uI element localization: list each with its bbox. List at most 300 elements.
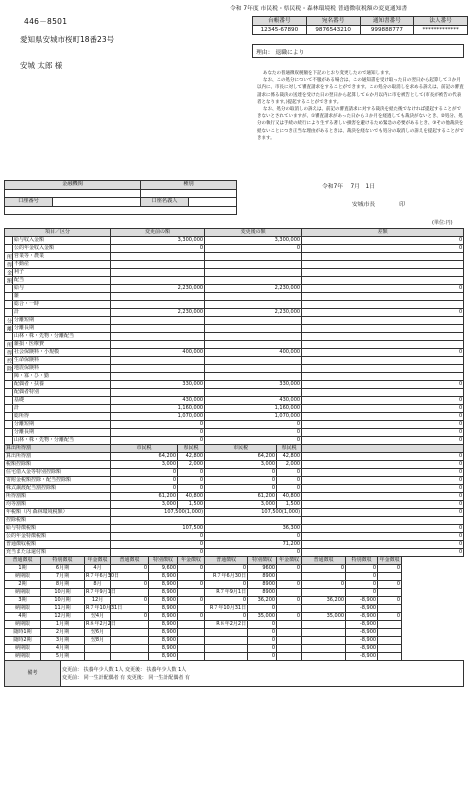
inst-value: 0 — [111, 565, 149, 573]
after-amount: 3,300,000 — [205, 237, 302, 245]
diff-amount — [302, 373, 464, 381]
bank-table — [4, 180, 237, 215]
date-era: 令和7年 — [322, 184, 344, 190]
remarks-label: 備考 — [5, 661, 61, 687]
sub-label: 控除税額 — [5, 517, 111, 525]
id-value-ledger: 12345-67890 — [253, 26, 307, 35]
pref-before: 2,000 — [178, 461, 205, 469]
diff-amount: 0 — [302, 285, 464, 293]
pref-after: 0 — [277, 485, 302, 493]
inst-value: 0 — [277, 597, 302, 605]
before-amount — [111, 365, 205, 373]
tax-diff: 0 — [302, 469, 464, 477]
period-label: 納期限 — [5, 573, 41, 581]
period-label: 納期限 — [5, 645, 41, 653]
city-after: 3,000 — [205, 501, 277, 509]
inst-value: 0 — [178, 597, 205, 605]
reason-label: 理由： — [256, 50, 274, 56]
column-header-before: 変更前の額 — [111, 229, 205, 237]
pension-month: 12月 — [85, 597, 111, 605]
postal-code: 446－8501 — [24, 17, 68, 26]
tax-header-label: 算出所得割 — [5, 445, 111, 453]
bank-value — [5, 189, 141, 198]
issue-date — [322, 181, 375, 190]
pref-before: 42,800 — [178, 453, 205, 461]
inst-head: 普通徴収 — [302, 557, 346, 565]
group-label — [5, 301, 13, 309]
diff-amount — [302, 389, 464, 397]
inst-value — [111, 653, 149, 661]
inst-value: -8,900 — [346, 605, 378, 613]
diff-amount — [302, 301, 464, 309]
group-label — [5, 389, 13, 397]
group-label: 得 — [6, 350, 12, 355]
table-row — [5, 541, 464, 549]
inst-value: -8,900 — [346, 613, 378, 621]
group-label — [5, 437, 13, 445]
sub-after — [205, 517, 302, 525]
inst-value: 36,200 — [248, 597, 277, 605]
item-label: 利子 — [13, 269, 111, 277]
inst-value — [378, 645, 402, 653]
pref-after: 0 — [277, 469, 302, 477]
id-label-corp: 法人番号 — [414, 17, 468, 26]
after-amount: 330,000 — [205, 381, 302, 389]
address: 愛知県安城市桜町18番23号 — [20, 35, 115, 44]
inst-value: 0 — [378, 597, 402, 605]
month-label: 11月期 — [41, 605, 85, 613]
inst-value: 36,200 — [302, 597, 346, 605]
period-label: 納期限 — [5, 605, 41, 613]
before-amount — [111, 373, 205, 381]
inst-value — [378, 621, 402, 629]
city-before: 0 — [111, 469, 178, 477]
inst-value — [178, 573, 205, 581]
pension-month: 翌6月 — [85, 629, 111, 637]
table-row — [5, 557, 464, 565]
after-amount — [205, 389, 302, 397]
bank-blank-row — [5, 206, 237, 215]
inst-value — [302, 605, 346, 613]
item-label: 雑損・医療費 — [13, 341, 111, 349]
inst-value — [378, 589, 402, 597]
annual-tax-diff: 0 — [302, 509, 464, 517]
column-header-after: 変更後の額 — [205, 229, 302, 237]
table-row — [5, 581, 464, 589]
diff-amount — [302, 333, 464, 341]
table-row — [5, 389, 464, 397]
after-amount — [205, 357, 302, 365]
inst-value: 0 — [205, 581, 248, 589]
diff-amount: 0 — [302, 413, 464, 421]
pension-month: 8月 — [85, 581, 111, 589]
inst-value: R７年6月30日 — [205, 573, 248, 581]
item-label: 公的年金収入金額 — [13, 245, 111, 253]
inst-value: 0 — [248, 621, 277, 629]
column-header-item: 項目／区分 — [5, 229, 111, 237]
before-amount: 2,230,000 — [111, 285, 205, 293]
inst-value: 8,900 — [149, 629, 178, 637]
before-amount — [111, 333, 205, 341]
bank-type-label: 種別 — [141, 181, 237, 190]
before-amount — [111, 253, 205, 261]
tax-label: 算出所得割 — [5, 453, 111, 461]
after-amount: 2,230,000 — [205, 309, 302, 317]
inst-value — [178, 645, 205, 653]
item-label: 配当 — [13, 277, 111, 285]
inst-value: 35,000 — [302, 613, 346, 621]
inst-value — [111, 645, 149, 653]
table-row — [5, 469, 464, 477]
item-label: 分離短期 — [13, 317, 111, 325]
notice-text — [257, 70, 465, 142]
month-label: 2月期 — [41, 629, 85, 637]
before-amount — [111, 341, 205, 349]
inst-value: 35,000 — [248, 613, 277, 621]
inst-value — [178, 637, 205, 645]
inst-value: -8,900 — [346, 597, 378, 605]
pref-after: 40,800 — [277, 493, 302, 501]
month-label: 4月期 — [41, 645, 85, 653]
account-number-label: 口座番号 — [5, 198, 53, 207]
remarks-row — [5, 661, 464, 687]
inst-value: 8,900 — [149, 597, 178, 605]
inst-value: 8,900 — [149, 653, 178, 661]
id-value-address: 9876543210 — [306, 26, 360, 35]
before-amount: 430,000 — [111, 397, 205, 405]
inst-head: 年金徴収 — [277, 557, 302, 565]
before-amount: 2,230,000 — [111, 309, 205, 317]
remarks-line: 変更前： 同一生計配偶者 有 変更後： 同一生計配偶者 有 — [62, 674, 190, 681]
month-label: 6月期 — [41, 565, 85, 573]
table-row — [5, 429, 464, 437]
pref-after: 1,500 — [277, 501, 302, 509]
account-number-value — [53, 198, 141, 207]
pref-before: 1,500 — [178, 501, 205, 509]
after-amount: 0 — [205, 437, 302, 445]
sub-diff: 0 — [302, 533, 464, 541]
col-city-after: 市民税 — [205, 445, 277, 453]
group-label — [5, 309, 13, 317]
after-amount — [205, 293, 302, 301]
after-amount — [205, 253, 302, 261]
inst-value — [302, 573, 346, 581]
sub-diff: 0 — [302, 541, 464, 549]
before-amount: 0 — [111, 437, 205, 445]
item-label: 生命保険料 — [13, 357, 111, 365]
diff-amount — [302, 341, 464, 349]
inst-value: 0 — [277, 565, 302, 573]
inst-value — [111, 629, 149, 637]
period-label: 納期限 — [5, 653, 41, 661]
inst-value: -8,900 — [346, 645, 378, 653]
pension-month — [85, 645, 111, 653]
group-label — [5, 293, 13, 301]
after-amount — [205, 317, 302, 325]
tax-diff: 0 — [302, 485, 464, 493]
before-amount: 330,000 — [111, 381, 205, 389]
col-city-before: 市民税 — [111, 445, 178, 453]
before-amount — [111, 389, 205, 397]
inst-value: 0 — [346, 573, 378, 581]
id-table — [252, 16, 468, 35]
group-label — [5, 333, 13, 341]
before-amount: 3,300,000 — [111, 237, 205, 245]
item-label: 計 — [13, 309, 111, 317]
inst-value: 8,900 — [149, 645, 178, 653]
inst-value — [277, 589, 302, 597]
inst-value: 0 — [248, 653, 277, 661]
period-label: 納期限 — [5, 589, 41, 597]
item-label: 山林・株・先物・分離配当 — [13, 333, 111, 341]
inst-value: R７年9月1日 — [205, 589, 248, 597]
pref-before: 0 — [178, 485, 205, 493]
table-row — [5, 485, 464, 493]
month-label: 8月期 — [41, 581, 85, 589]
remarks-content — [61, 661, 464, 687]
diff-amount — [302, 293, 464, 301]
item-label: 雑 — [13, 293, 111, 301]
pension-month: 翌8月 — [85, 637, 111, 645]
inst-value: 0 — [277, 581, 302, 589]
diff-amount: 0 — [302, 237, 464, 245]
inst-value — [178, 653, 205, 661]
inst-value — [111, 589, 149, 597]
item-label: 配偶者・扶養 — [13, 381, 111, 389]
inst-value — [277, 637, 302, 645]
table-row — [5, 445, 464, 453]
before-amount — [111, 269, 205, 277]
inst-value — [178, 589, 205, 597]
month-label: 12月期 — [41, 613, 85, 621]
table-row — [5, 509, 464, 517]
inst-value: 8,900 — [149, 581, 178, 589]
table-row — [5, 309, 464, 317]
table-row — [5, 477, 464, 485]
inst-head: 特別徴収 — [346, 557, 378, 565]
diff-amount — [302, 357, 464, 365]
inst-value: -8,900 — [346, 629, 378, 637]
inst-value: 8900 — [248, 573, 277, 581]
table-row — [5, 333, 464, 341]
before-amount: 1,160,000 — [111, 405, 205, 413]
notice-paragraph: なお、処分の取消しの訴えは、前記の審査請求に対する裁決を経た後でなければ提起することができないとされていますが、①審査請求があった日から３か月を経過しても裁決がないとき、②処分、処分の執行又は手続の続行により生ずる著しい損害を避けるため緊急の必要があるとき、③その他裁決を経ないことにつき正当な理由があるときは、裁決を経ないでも処分の取消しの訴えを提起することができます。 — [257, 107, 464, 141]
after-amount: 2,230,000 — [205, 285, 302, 293]
inst-value — [205, 629, 248, 637]
account-holder-label: 口座名義人 — [141, 198, 189, 207]
group-label: 所 — [6, 254, 12, 259]
table-row — [5, 381, 464, 389]
inst-value: 8,900 — [149, 573, 178, 581]
reason-box — [252, 44, 464, 58]
sub-after: 0 — [205, 533, 302, 541]
table-row — [5, 629, 464, 637]
inst-head: 特別徴収 — [248, 557, 277, 565]
mayor-seal: 印 — [399, 202, 405, 208]
pref-after: 0 — [277, 477, 302, 485]
month-label: 3月期 — [41, 637, 85, 645]
inst-value — [378, 653, 402, 661]
table-row — [5, 613, 464, 621]
period-label: 1期 — [5, 565, 41, 573]
city-after: 61,200 — [205, 493, 277, 501]
table-row — [5, 493, 464, 501]
table-row — [5, 413, 464, 421]
inst-value: 8,900 — [149, 621, 178, 629]
item-label: 分離長期 — [13, 325, 111, 333]
table-row — [5, 517, 464, 525]
city-before: 3,000 — [111, 461, 178, 469]
diff-amount: 0 — [302, 245, 464, 253]
month-label: 7月期 — [41, 573, 85, 581]
pension-month: R７年9月1日 — [86, 589, 116, 595]
inst-value: 0 — [378, 613, 402, 621]
inst-head: 特別徴収 — [41, 557, 85, 565]
group-label: 所 — [6, 342, 12, 347]
table-row — [5, 421, 464, 429]
date-month: 7月 — [350, 184, 360, 190]
pension-month: R７年6月30日 — [86, 573, 120, 579]
after-amount: 430,000 — [205, 397, 302, 405]
group-label — [5, 237, 13, 245]
table-row — [5, 365, 464, 373]
inst-value: 8,900 — [149, 605, 178, 613]
after-amount — [205, 277, 302, 285]
table-row — [5, 349, 464, 357]
item-label: 障・寡・ひ・勤 — [13, 373, 111, 381]
col-pref-before: 県民税 — [178, 445, 205, 453]
inst-value — [277, 645, 302, 653]
table-row — [5, 461, 464, 469]
item-label: 社会保険料・小規模 — [13, 349, 111, 357]
col-pref-after: 県民税 — [277, 445, 302, 453]
city-before: 0 — [111, 477, 178, 485]
inst-value: 8,900 — [149, 637, 178, 645]
group-label: 除 — [6, 366, 12, 371]
tax-diff: 0 — [302, 453, 464, 461]
sub-before: 107,500 — [111, 525, 205, 533]
inst-value — [111, 621, 149, 629]
table-row — [5, 341, 464, 349]
after-amount: 1,160,000 — [205, 405, 302, 413]
item-label: 配偶者特別 — [13, 389, 111, 397]
pension-month: 翌4月 — [85, 613, 111, 621]
recipient-name: 安城 太郎 様 — [20, 61, 63, 70]
diff-amount — [302, 325, 464, 333]
table-row — [5, 301, 464, 309]
annual-tax-after: 107,500(1,000) — [205, 509, 302, 517]
table-row — [5, 605, 464, 613]
diff-amount: 0 — [302, 309, 464, 317]
after-amount: 0 — [205, 421, 302, 429]
inst-value — [378, 605, 402, 613]
inst-value: 9600 — [248, 565, 277, 573]
table-row — [5, 437, 464, 445]
group-label — [5, 421, 13, 429]
inst-head: 年金徴収 — [178, 557, 205, 565]
table-row — [5, 637, 464, 645]
inst-value: 0 — [205, 613, 248, 621]
inst-value — [277, 605, 302, 613]
table-row — [5, 357, 464, 365]
table-row — [5, 525, 464, 533]
inst-value — [302, 645, 346, 653]
notice-paragraph: あなたの普通徴収税額を下記のとおり変更したので通知します。 — [263, 71, 394, 76]
city-after: 3,000 — [205, 461, 277, 469]
diff-amount — [302, 317, 464, 325]
inst-value — [178, 605, 205, 613]
group-label — [5, 429, 13, 437]
after-amount: 0 — [205, 245, 302, 253]
item-label: 基礎 — [13, 397, 111, 405]
sub-diff — [302, 517, 464, 525]
diff-amount — [302, 269, 464, 277]
tax-label: 均等割額 — [5, 501, 111, 509]
inst-value — [277, 629, 302, 637]
inst-value: 0 — [248, 645, 277, 653]
sub-after: 71,200 — [205, 541, 302, 549]
inst-value: 8900 — [248, 581, 277, 589]
sub-diff: 0 — [302, 525, 464, 533]
pension-month: R８年2月2日 — [86, 621, 116, 627]
before-amount: 0 — [111, 421, 205, 429]
item-label: 分離短期 — [13, 421, 111, 429]
inst-head: 特別徴収 — [149, 557, 178, 565]
table-row — [5, 373, 464, 381]
diff-amount — [302, 365, 464, 373]
table-row — [5, 645, 464, 653]
pref-before: 40,800 — [178, 493, 205, 501]
after-amount: 0 — [205, 429, 302, 437]
group-label — [5, 413, 13, 421]
after-amount — [205, 333, 302, 341]
after-amount — [205, 341, 302, 349]
item-label: 営業等・農業 — [13, 253, 111, 261]
after-amount — [205, 325, 302, 333]
group-label — [5, 405, 13, 413]
notice-paragraph: なお、この処分について不服がある場合は、この通知書を受け取った日の翌日から起算して３か月以内に、市長に対して審査請求をすることができます。この処分の取消しを求める訴えは、前記の審査請求に係る裁決の送達を受けた日の翌日から起算して６か月以内に市を被告として(市長が被告の代表者となります。)提起することができます。 — [257, 78, 464, 105]
group-label: 額 — [6, 278, 12, 283]
inst-value — [277, 653, 302, 661]
inst-value: 8900 — [248, 589, 277, 597]
inst-value: 0 — [178, 565, 205, 573]
inst-value: 0 — [111, 597, 149, 605]
inst-value: 8,900 — [149, 589, 178, 597]
annual-tax-label: 年税額（内 森林環境税額） — [5, 509, 111, 517]
inst-value: 0 — [346, 589, 378, 597]
diff-amount — [302, 253, 464, 261]
tax-label: 寄附金税額控除・配当控除額 — [5, 477, 111, 485]
group-label — [5, 373, 13, 381]
inst-value — [378, 637, 402, 645]
group-label — [5, 285, 13, 293]
inst-value — [302, 653, 346, 661]
table-row — [5, 597, 464, 605]
table-row — [5, 573, 464, 581]
inst-value — [302, 629, 346, 637]
inst-value — [302, 637, 346, 645]
table-row — [5, 229, 464, 237]
pension-month — [85, 653, 111, 661]
after-amount: 1,070,000 — [205, 413, 302, 421]
document-title: 令和 7年度 市民税・県民税・森林環境税 普通徴収税額の変更通知書 — [230, 6, 408, 12]
sub-before: 0 — [111, 541, 205, 549]
item-label: 計 — [13, 405, 111, 413]
inst-value: R７年10月31日 — [205, 605, 248, 613]
tax-label: 住宅借入金等特別控除額 — [5, 469, 111, 477]
month-label: 10月期 — [41, 589, 85, 597]
inst-value: 0 — [248, 629, 277, 637]
